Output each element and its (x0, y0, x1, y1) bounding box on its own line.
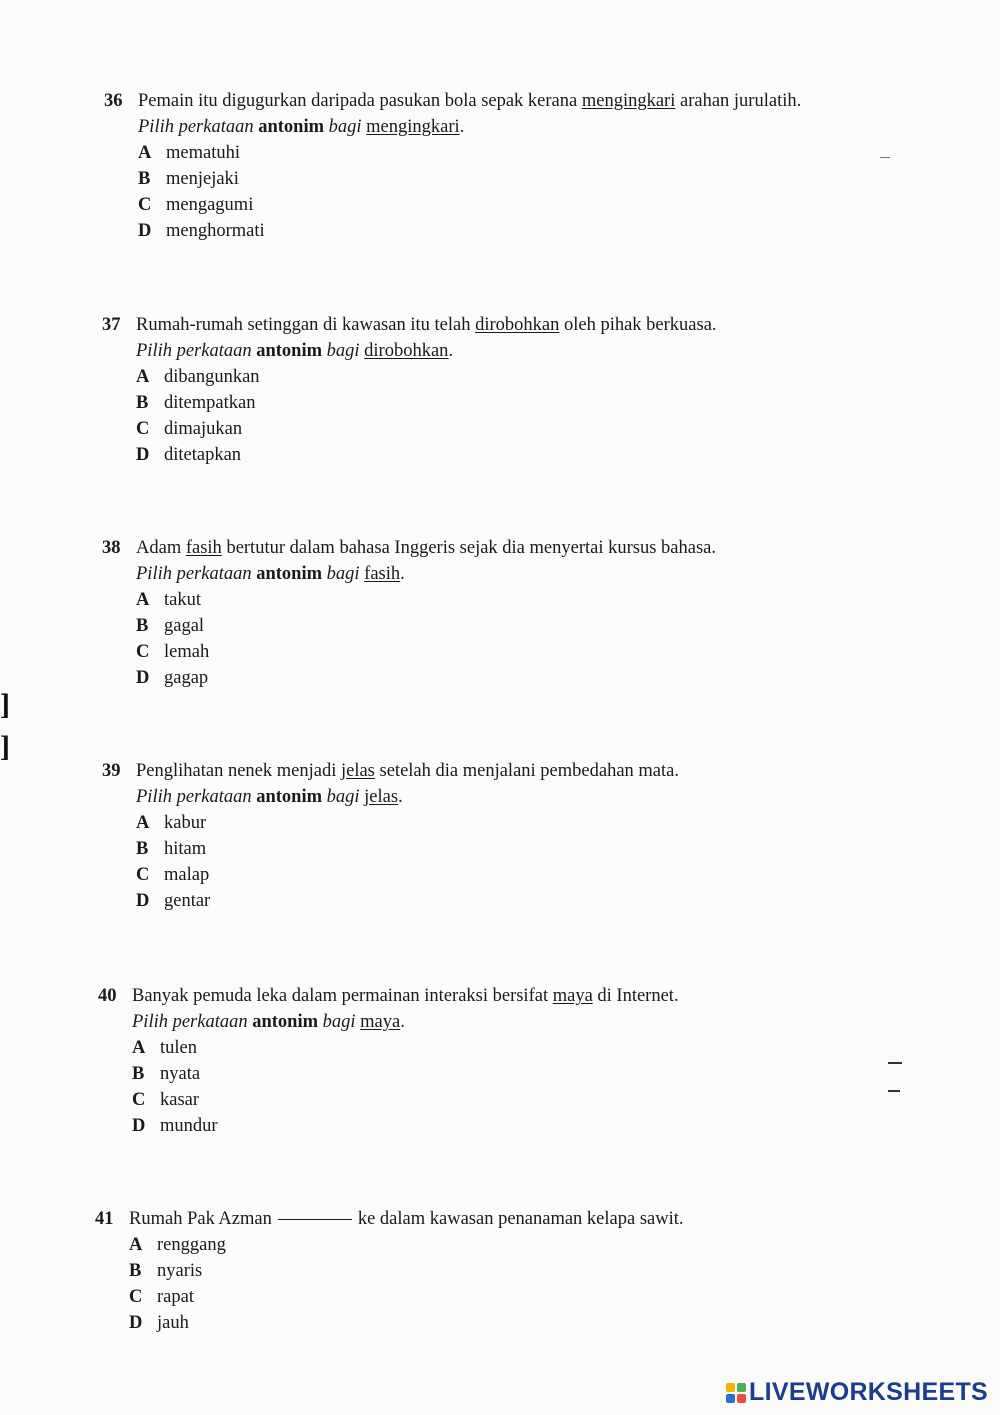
option-d[interactable]: D gagap (136, 668, 209, 688)
option-a[interactable]: A takut (136, 590, 201, 610)
logo-text: LIVEWORKSHEETS (749, 1378, 988, 1406)
question-stem: 39 Penglihatan nenek menjadi jelas setelah dia menjalani pembedahan mata. (102, 758, 679, 784)
question-stem: 36 Pemain itu digugurkan daripada pasukan bola sepak kerana mengingkari arahan jurulatih. (104, 88, 801, 114)
question-41 (95, 1206, 684, 1336)
question-37 (102, 312, 717, 468)
keyword: dirobohkan (475, 315, 560, 335)
logo-tile (726, 1394, 735, 1403)
option-d[interactable]: D ditetapkan (136, 445, 242, 465)
question-stem: 38 Adam fasih bertutur dalam bahasa Inggeris sejak dia menyertai kursus bahasa. (102, 535, 716, 561)
question-number: 39 (102, 761, 121, 781)
option-b[interactable]: B hitam (136, 839, 207, 859)
option-c[interactable]: C lemah (136, 642, 210, 662)
logo-tile (737, 1394, 746, 1403)
option-a[interactable]: A kabur (136, 813, 207, 833)
instruction: Pilih perkataan antonim bagi maya. (132, 1012, 405, 1032)
question-38 (102, 535, 716, 691)
scan-speck (888, 1062, 902, 1064)
logo-icon (726, 1383, 746, 1403)
question-stem: 37 Rumah-rumah setinggan di kawasan itu telah dirobohkan oleh pihak berkuasa. (102, 312, 717, 338)
answer-blank (278, 1219, 352, 1220)
liveworksheets-logo (726, 1378, 988, 1407)
logo-tile (737, 1383, 746, 1392)
option-c[interactable]: C mengagumi (138, 195, 254, 215)
instruction: Pilih perkataan antonim bagi jelas. (136, 787, 403, 807)
option-b[interactable]: B nyaris (129, 1261, 203, 1281)
question-39 (102, 758, 679, 914)
option-d[interactable]: D mundur (132, 1116, 218, 1136)
option-list (102, 364, 717, 468)
option-list (98, 1035, 679, 1139)
logo-tile (726, 1383, 735, 1392)
keyword: fasih (185, 538, 222, 558)
option-b[interactable]: B menjejaki (138, 169, 239, 189)
question-number: 36 (104, 91, 123, 111)
question-number: 38 (102, 538, 121, 558)
keyword: jelas (340, 761, 375, 781)
option-d[interactable]: D gentar (136, 891, 211, 911)
instruction: Pilih perkataan antonim bagi mengingkari. (138, 117, 465, 137)
binding-mark-top: ] (0, 688, 10, 721)
option-list (102, 587, 716, 691)
option-a[interactable]: A mematuhi (138, 143, 240, 163)
option-list (102, 810, 679, 914)
option-list (104, 140, 801, 244)
question-stem: 41 Rumah Pak Azman ke dalam kawasan penanaman kelapa sawit. (95, 1206, 684, 1232)
option-c[interactable]: C rapat (129, 1287, 194, 1307)
instruction: Pilih perkataan antonim bagi dirobohkan. (136, 341, 454, 361)
question-40 (98, 983, 679, 1139)
option-d[interactable]: D menghormati (138, 221, 265, 241)
option-list (95, 1232, 684, 1336)
option-a[interactable]: A renggang (129, 1235, 226, 1255)
binding-mark-bottom: ] (0, 730, 10, 763)
question-36 (104, 88, 801, 244)
option-d[interactable]: D jauh (129, 1313, 189, 1333)
option-c[interactable]: C malap (136, 865, 210, 885)
question-stem: 40 Banyak pemuda leka dalam permainan interaksi bersifat maya di Internet. (98, 983, 679, 1009)
question-number: 37 (102, 315, 121, 335)
question-number: 40 (98, 986, 117, 1006)
keyword: maya (552, 986, 593, 1006)
option-c[interactable]: C dimajukan (136, 419, 243, 439)
keyword: mengingkari (581, 91, 676, 111)
option-a[interactable]: A tulen (132, 1038, 197, 1058)
option-b[interactable]: B nyata (132, 1064, 201, 1084)
option-a[interactable]: A dibangunkan (136, 367, 260, 387)
option-c[interactable]: C kasar (132, 1090, 200, 1110)
option-b[interactable]: B ditempatkan (136, 393, 256, 413)
scan-speck (888, 1090, 900, 1092)
instruction: Pilih perkataan antonim bagi fasih. (136, 564, 405, 584)
question-number: 41 (95, 1209, 114, 1229)
option-b[interactable]: B gagal (136, 616, 205, 636)
scan-speck (880, 157, 890, 158)
